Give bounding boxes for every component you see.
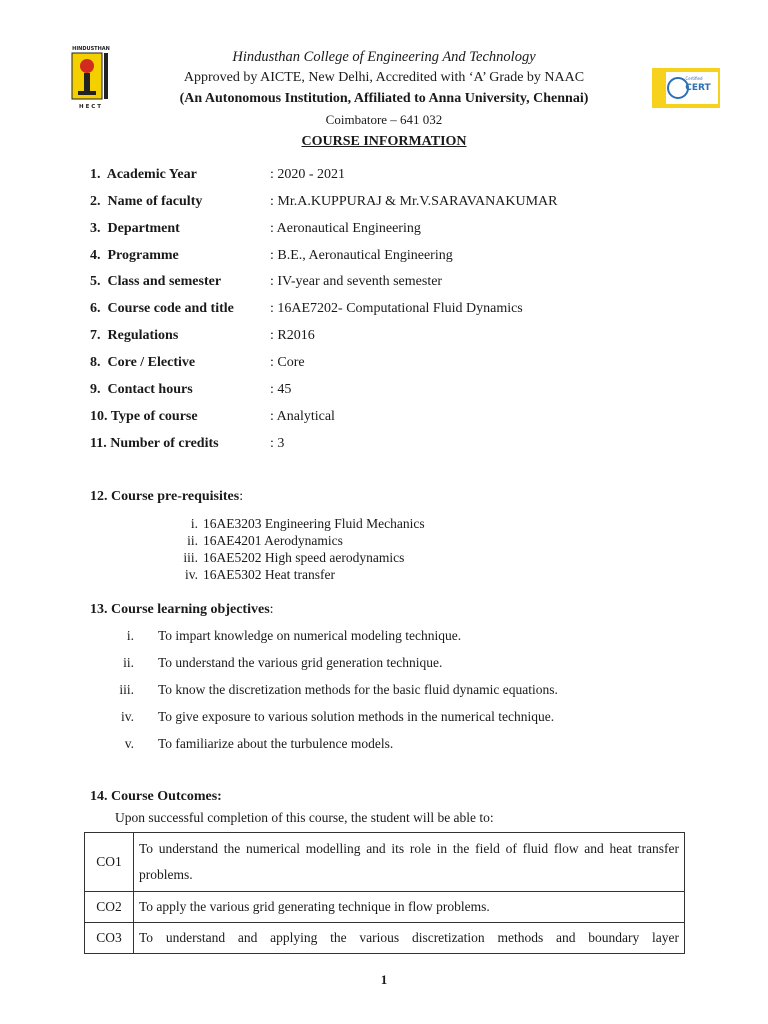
info-label: Regulations — [107, 328, 179, 343]
approval-line: Approved by AICTE, New Delhi, Accredited with ‘A’ Grade by NAAC — [183, 70, 585, 85]
info-label: Department — [107, 221, 180, 236]
info-num: 6. — [90, 301, 101, 316]
info-value: : Mr.A.KUPPURAJ & Mr.V.SARAVANAKUMAR — [270, 194, 558, 209]
co-code: CO1 — [85, 833, 134, 892]
info-value: : Aeronautical Engineering — [270, 221, 421, 236]
objectives-title: 13. Course learning objectives: — [90, 602, 274, 617]
info-label: Academic Year — [106, 167, 197, 182]
course-outcomes-table — [84, 832, 685, 954]
document-page: HINDUSTHAN H E C T Certified CERT Hindusthan College of Engineering And Technology Approved by AICTE, New Delhi, Accredited with ‘A’ Grade by NAAC (An Autonomous Institution, Affiliated to Anna University, Chennai) Coimbatore – 641 032 COURSE INFORMATION 1. Academic Year : 2020 - 2021 2. Name of faculty : Mr.A.KUPPURAJ & Mr.V.SARAVANAKUMAR 3. Department : Aeronautical Engineering 4. Programme : B.E., Aeronautical Engineering 5. Class and semester : IV-year and seventh semester 6. Course code and title : 16AE7202- Computational Fluid Dynamics 7. Regulations : R2016 8. Core / Elective : Core 9. Contact hours : 45 10. Type of course : Analytical 11. Number of credits : 3 12. Course pre-requisites: i. 16AE3203 Engineering Fluid Mechanics ii. 16AE4201 Aerodynamics iii. 16AE5202 High speed aerodynamics iv. 16AE5302 Heat transfer 13. Course learning objectives: i. To impart knowledge on numerical modeling technique. ii. To understand the various grid generation technique. iii. To know the discretization methods for the basic fluid dynamic equations. iv. To give exposure to various solution methods in the numerical technique. v. To familiarize about the turbulence models. 14. Course Outcomes: Upon successful completion of this course, the student will be able to: CO1 To understand the numerical modelling and its role in the field of fluid flow and heat transfer problems. CO2 To apply the various grid generating technique in flow problems. CO3 To understand and applying the various discretization methods and boundary layer 1 — [0, 0, 768, 1024]
autonomy-line: (An Autonomous Institution, Affiliated to Anna University, Chennai) — [179, 91, 589, 106]
info-value: : Core — [270, 355, 305, 370]
table-row — [85, 923, 685, 954]
document-title: COURSE INFORMATION — [301, 134, 467, 149]
info-num: 9. — [90, 382, 101, 397]
info-label: Name of faculty — [107, 194, 203, 209]
info-value: : Analytical — [270, 409, 335, 424]
prerequisites-title: 12. Course pre-requisites: — [90, 489, 244, 504]
co-code: CO3 — [85, 923, 134, 954]
logo-left-initials: H E C T — [79, 104, 101, 110]
page-number: 1 — [380, 972, 388, 987]
info-num: 5. — [90, 274, 101, 289]
info-num: 3. — [90, 221, 101, 236]
info-num: 4. — [90, 248, 101, 263]
info-label: Contact hours — [107, 382, 193, 397]
info-value: : 16AE7202- Computational Fluid Dynamics — [270, 301, 523, 316]
info-num: 11. — [90, 436, 107, 451]
co-description: To apply the various grid generating technique in flow problems. — [134, 892, 685, 923]
info-label: Core / Elective — [107, 355, 196, 370]
info-num: 7. — [90, 328, 101, 343]
info-num: 2. — [90, 194, 101, 209]
info-value: : IV-year and seventh semester — [270, 274, 443, 289]
logo-right-text: CERT — [685, 83, 711, 93]
info-num: 8. — [90, 355, 101, 370]
info-label: Number of credits — [110, 436, 219, 451]
co-code: CO2 — [85, 892, 134, 923]
info-label: Programme — [107, 248, 179, 263]
college-name: Hindusthan College of Engineering And Technology — [232, 49, 536, 65]
info-value: : 2020 - 2021 — [270, 167, 346, 182]
info-value: : 3 — [270, 436, 285, 451]
co-description: To understand and applying the various discretization methods and boundary layer — [134, 923, 685, 954]
co-description: To understand the numerical modelling and its role in the field of fluid flow and heat transfer problems. — [134, 833, 685, 892]
info-label: Type of course — [110, 409, 198, 424]
table-row — [85, 892, 685, 923]
info-num: 1. — [90, 167, 101, 182]
info-value: : B.E., Aeronautical Engineering — [270, 248, 453, 263]
logo-left-text: HINDUSTHAN — [72, 46, 110, 52]
info-value: : R2016 — [270, 328, 315, 343]
location-line: Coimbatore – 641 032 — [325, 112, 443, 127]
outcomes-title: 14. Course Outcomes: — [90, 789, 222, 804]
outcomes-intro: Upon successful completion of this course, the student will be able to: — [115, 810, 494, 825]
info-num: 10. — [90, 409, 108, 424]
info-label: Course code and title — [107, 301, 234, 316]
info-value: : 45 — [270, 382, 292, 397]
info-label: Class and semester — [107, 274, 222, 289]
logo-right-subtext: Certified — [685, 76, 703, 81]
table-row — [85, 833, 685, 892]
